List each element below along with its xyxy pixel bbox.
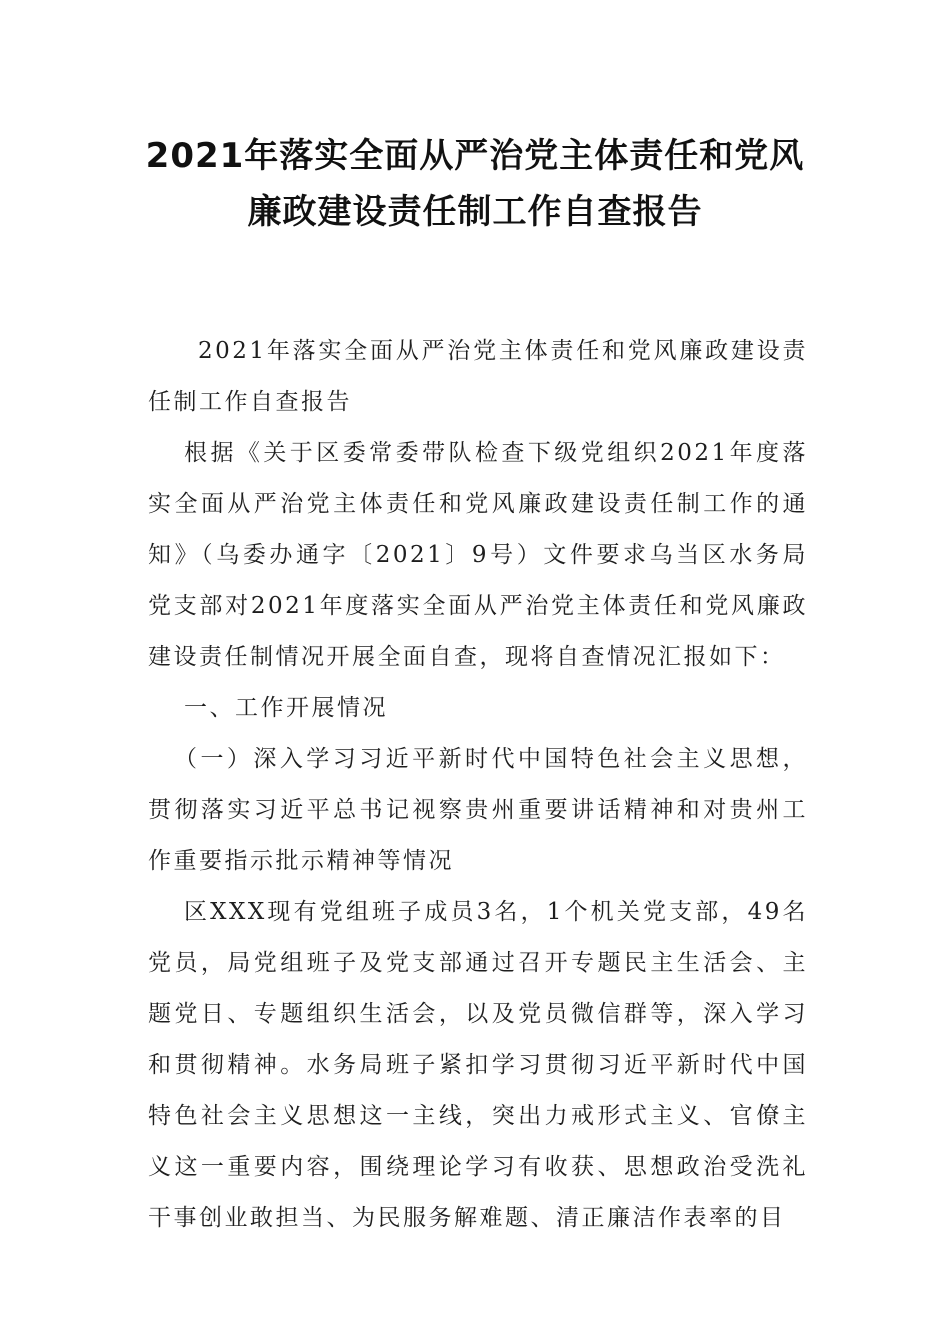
document-title: [120, 128, 830, 240]
title-line-2: 廉政建设责任制工作自查报告: [247, 192, 703, 232]
section-heading: 一、工作开展情况: [184, 695, 388, 721]
report-subtitle-paragraph: 2021年落实全面从严治党主体责任和党风廉政建设责任制工作自查报告: [148, 338, 808, 415]
document-body: [148, 326, 808, 1244]
title-line-1: 2021年落实全面从严治党主体责任和党风: [145, 136, 805, 176]
intro-paragraph: 根据《关于区委常委带队检查下级党组织2021年度落实全面从严治党主体责任和党风廉政建设责任制工作的通知》（乌委办通字〔2021〕9号）文件要求乌当区水务局党支部对2021年度落实全面从严治党主体责任和党风廉政建设责任制情况开展全面自查，现将自查情况汇报如下：: [148, 440, 808, 670]
body-paragraph: 区XXX现有党组班子成员3名，1个机关党支部，49名党员，局党组班子及党支部通过召开专题民主生活会、主题党日、专题组织生活会，以及党员微信群等，深入学习和贯彻精神。水务局班子紧扣学习贯彻习近平新时代中国特色社会主义思想这一主线，突出力戒形式主义、官僚主义这一重要内容，围绕理论学习有收获、思想政治受洗礼干事创业敢担当、为民服务解难题、清正廉洁作表率的目: [148, 899, 808, 1231]
subsection-heading: （一）深入学习习近平新时代中国特色社会主义思想，贯彻落实习近平总书记视察贵州重要讲话精神和对贵州工作重要指示批示精神等情况: [148, 746, 808, 874]
